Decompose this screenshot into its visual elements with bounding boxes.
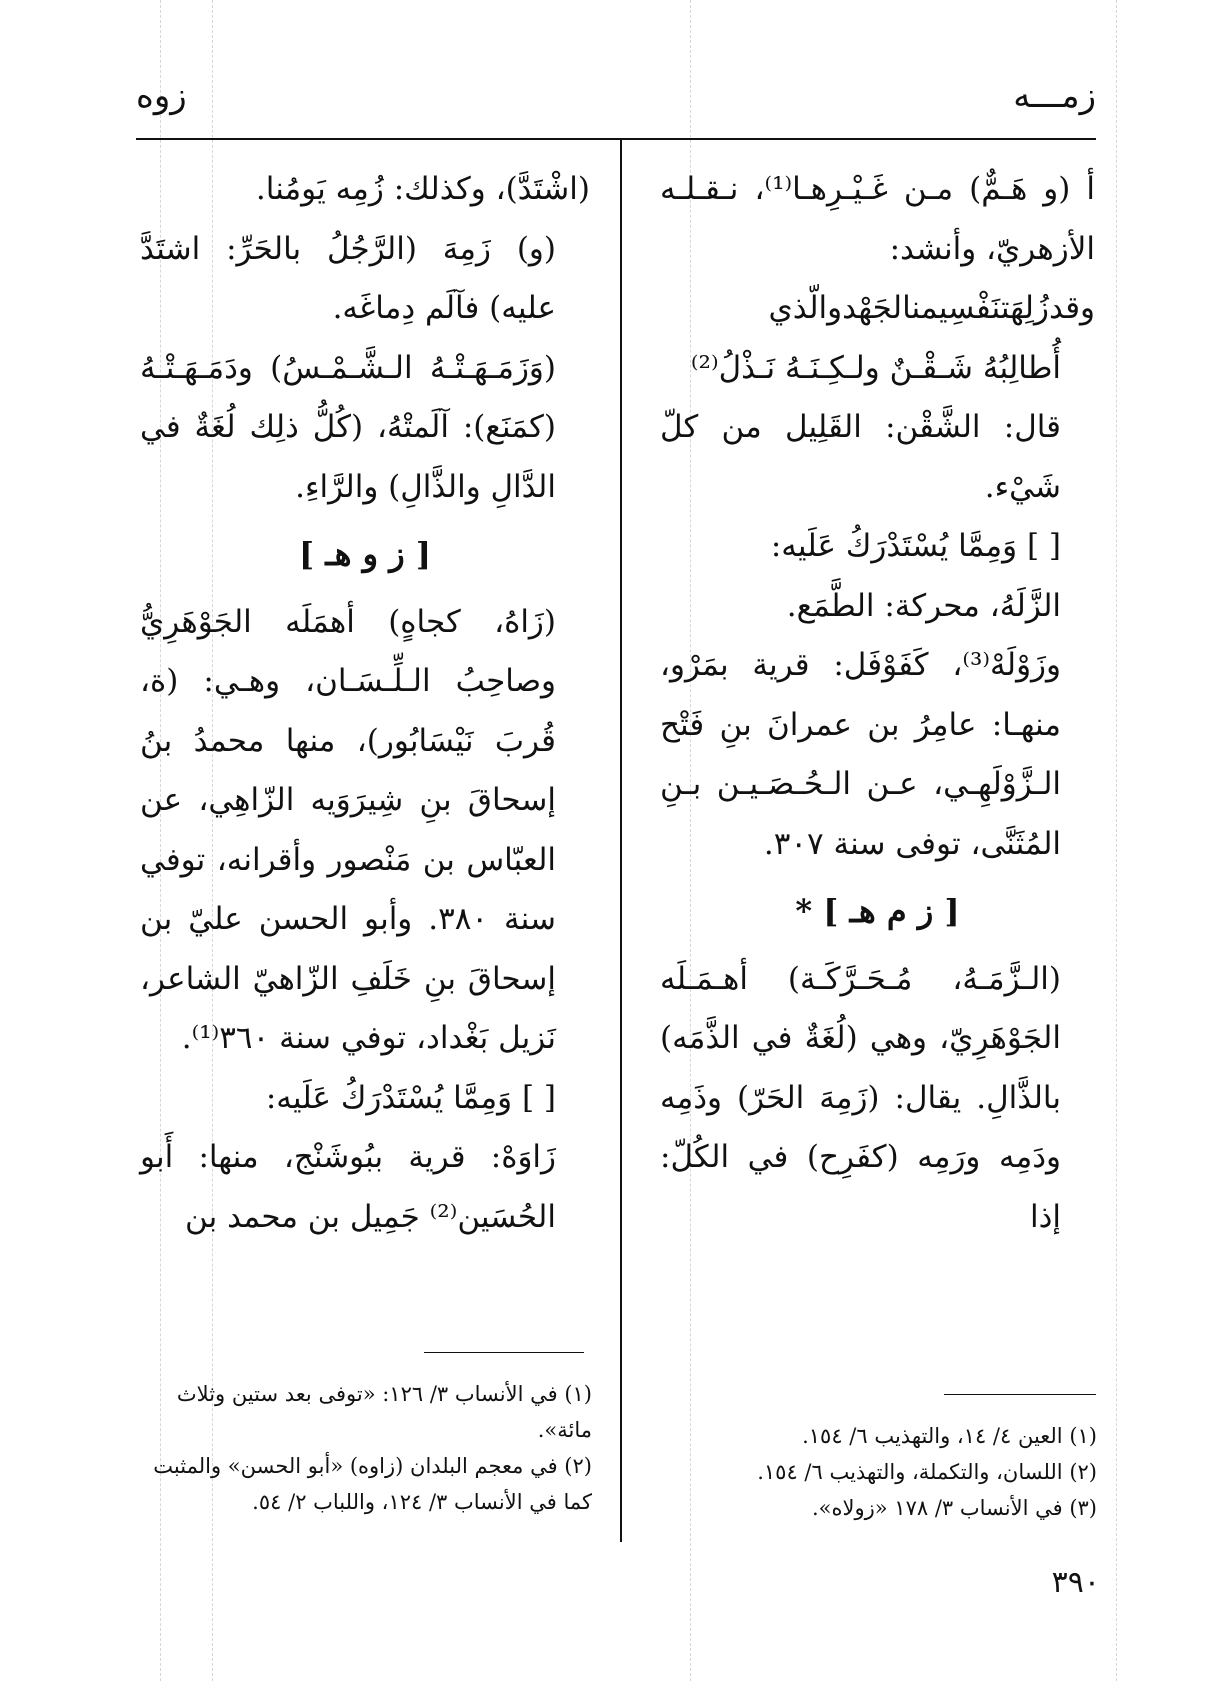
- footnote-rule: [944, 1394, 1096, 1395]
- paragraph: زَاوَهْ: قرية ببُوشَنْج، منها: أَبو الحُسَين⁽²⁾ جَمِيل بن محمد بن: [140, 1139, 556, 1235]
- paragraph: (و) زَمِهَ (الرَّجُلُ بالحَرِّ: اشتَدَّ عليه) فآلَم دِماغَه.: [140, 230, 556, 326]
- paragraph: (الـزَّمَـهُ، مُـحَـرَّكَـة) أهـمَـلَه الجَوْهَرِيّ، وهي (لُغَةٌ في الذَّمَه) بالذَّالِ. يقال: (زَمِهَ الحَرّ) وذَمِه ودَمِه ورَمِه (كفَرِح) في الكُلّ: إذا: [660, 960, 1061, 1235]
- scan-line: [1116, 0, 1117, 1681]
- paragraph: (اشْتَدَّ)، وكذلك: زُمِه يَومُنا.: [255, 171, 590, 207]
- paragraph: وزَوْلَهْ⁽³⁾، كَفَوْفَل: قرية بمَرْو، منهـا: عامِرُ بن عمرانَ بنِ فَتْح الـزَّوْلَهِـي، عـن الـحُـصَـيـن بـنِ المُثَنَّى، توفى سنة ٣٠٧.: [660, 647, 1061, 862]
- footnotes-left: [140, 1376, 592, 1520]
- page-number: ٣٩٠: [1051, 1565, 1100, 1600]
- header-rule: [136, 138, 1096, 140]
- footnote: (١) العين ٤/ ١٤، والتهذيب ٦/ ١٥٤.: [802, 1424, 1097, 1448]
- paragraph: الزَّلَهُ، محركة: الطَّمَع.: [786, 587, 1061, 624]
- left-column: [140, 160, 590, 1247]
- footnote: (٣) في الأنساب ٣/ ١٧٨ «زولاه».: [811, 1496, 1097, 1520]
- entry-heading: [ ز و هـ ]: [299, 535, 431, 573]
- right-column: [660, 160, 1095, 1247]
- verse-line: وقدزُلِهَتنَفْسِيمنالجَهْدوالّذي: [768, 290, 1095, 326]
- verse-line: أُطالِبُهُ شَـقْـنٌ ولـكِـنَـهُ نَـذْلُ⁽²⁾: [690, 349, 1061, 386]
- paragraph: قال: الشَّقْن: القَلِيل من كلّ شَيْء.: [660, 409, 1061, 505]
- footnote-rule: [424, 1352, 584, 1353]
- header-right-word: زمـــه: [1013, 76, 1096, 116]
- footnotes-right: [660, 1418, 1097, 1526]
- paragraph: [ ] وَمِمَّا يُسْتَدْرَكُ عَلَيه:: [770, 528, 1061, 564]
- footnote: (٢) في معجم البلدان (زاوه) «أبو الحسن» والمثبت كما في الأنساب ٣/ ١٢٤، واللباب ٢/ ٥٤.: [153, 1454, 592, 1514]
- entry-heading: [ ز م هـ ] *: [795, 892, 960, 930]
- footnote: (١) في الأنساب ٣/ ١٢٦: «توفى بعد ستين وثلاث مائة».: [176, 1382, 592, 1442]
- paragraph: أ (و هَـمٌّ) مـن غَـيْـرِهـا⁽¹⁾، نـقـلـه الأزهريّ، وأنشد:: [660, 171, 1095, 267]
- paragraph: (وَزَمَـهَـتْـهُ الـشَّـمْـسُ) ودَمَـهَـتْـهُ (كمَنَع): آلَمتْهُ، (كُلُّ ذلِك لُغَةٌ في الدَّالِ والذَّالِ) والرَّاءِ.: [140, 349, 556, 505]
- footnote: (٢) اللسان، والتكملة، والتهذيب ٦/ ١٥٤.: [757, 1460, 1097, 1484]
- paragraph: [ ] وَمِمَّا يُسْتَدْرَكُ عَلَيه:: [265, 1079, 556, 1116]
- paragraph: (زَاهُ، كجاهٍ) أهمَلَه الجَوْهَرِيُّ وصاحِبُ الـلِّـسَـان، وهـي: (ة، قُربَ نَيْسَابُور)، منها محمدُ بنُ إسحاقَ بنِ شِيرَوَيه الزّاهِي، عن العبّاس بن مَنْصور وأقرانه، توفي سنة ٣٨٠. وأبو الحسن عليّ بن إسحاقَ بنِ خَلَفِ الزّاهيّ الشاعر، نَزيل بَغْداد، توفي سنة ٣٦٠⁽¹⁾.: [140, 603, 556, 1056]
- column-divider: [620, 140, 622, 1542]
- header-left-word: زوه: [136, 76, 187, 116]
